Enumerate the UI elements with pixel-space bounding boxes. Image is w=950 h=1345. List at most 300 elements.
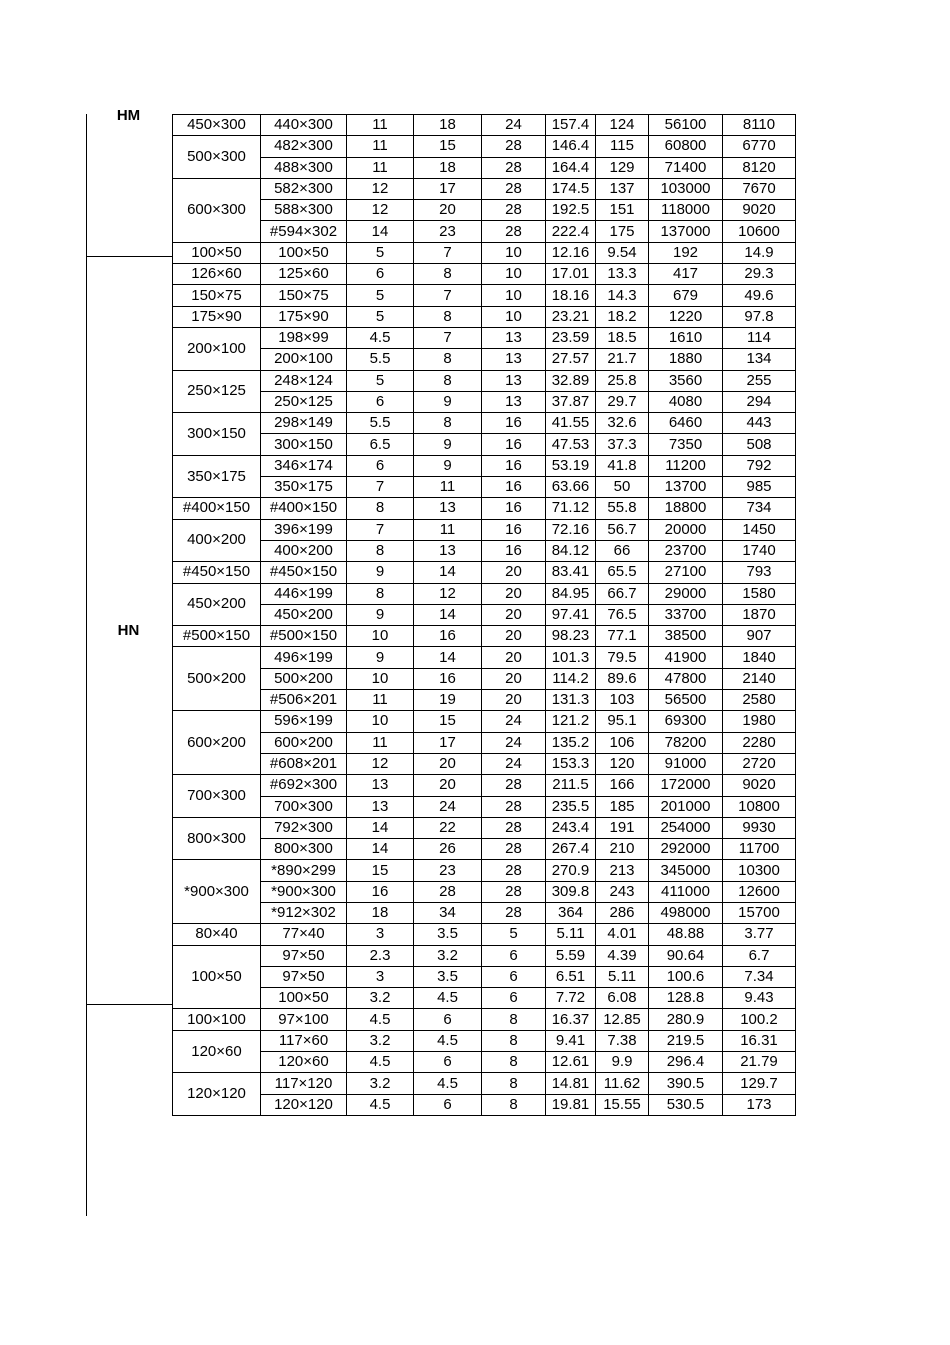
table-cell: 124: [596, 115, 649, 136]
table-cell: 20: [482, 583, 546, 604]
table-cell: 1840: [723, 647, 796, 668]
nominal-size-cell: #500×150: [173, 626, 261, 647]
table-cell: 3.2: [347, 988, 414, 1009]
table-cell: 13700: [649, 477, 723, 498]
nominal-size-cell: 100×50: [173, 945, 261, 1009]
table-cell: 125×60: [261, 264, 347, 285]
table-cell: 23700: [649, 540, 723, 561]
nominal-size-cell: 250×125: [173, 370, 261, 413]
nominal-size-cell: 175×90: [173, 306, 261, 327]
table-cell: 411000: [649, 881, 723, 902]
table-cell: 16: [482, 477, 546, 498]
table-cell: *890×299: [261, 860, 347, 881]
table-row: [173, 242, 796, 263]
table-cell: 114.2: [546, 668, 596, 689]
table-cell: *912×302: [261, 902, 347, 923]
table-cell: 7: [414, 327, 482, 348]
table-cell: 5: [347, 370, 414, 391]
table-cell: 3560: [649, 370, 723, 391]
table-cell: 11200: [649, 455, 723, 476]
table-cell: 41.55: [546, 413, 596, 434]
section-label-hm: HM: [116, 107, 141, 124]
table-cell: 5.5: [347, 349, 414, 370]
table-cell: 15: [414, 136, 482, 157]
table-cell: 14.81: [546, 1073, 596, 1094]
table-row: [173, 285, 796, 306]
table-cell: 4.01: [596, 924, 649, 945]
table-cell: 153.3: [546, 753, 596, 774]
table-row: [173, 945, 796, 966]
table-cell: 129: [596, 157, 649, 178]
nominal-size-cell: 800×300: [173, 817, 261, 860]
table-cell: 24: [482, 732, 546, 753]
table-cell: 115: [596, 136, 649, 157]
table-cell: 12: [414, 583, 482, 604]
table-cell: 496×199: [261, 647, 347, 668]
nominal-size-cell: 700×300: [173, 775, 261, 818]
table-cell: 72.16: [546, 519, 596, 540]
table-cell: 201000: [649, 796, 723, 817]
table-cell: 8: [414, 264, 482, 285]
table-cell: 8: [482, 1094, 546, 1115]
table-cell: 800×300: [261, 839, 347, 860]
table-cell: 17.01: [546, 264, 596, 285]
table-cell: 9: [347, 562, 414, 583]
table-cell: 985: [723, 477, 796, 498]
table-cell: 2580: [723, 690, 796, 711]
table-cell: 28: [482, 860, 546, 881]
table-cell: 292000: [649, 839, 723, 860]
nominal-size-cell: 300×150: [173, 413, 261, 456]
table-cell: 11: [347, 115, 414, 136]
table-cell: 13: [347, 796, 414, 817]
table-cell: 71.12: [546, 498, 596, 519]
table-cell: 11: [347, 157, 414, 178]
nominal-size-cell: 500×200: [173, 647, 261, 711]
table-cell: 37.3: [596, 434, 649, 455]
table-cell: 213: [596, 860, 649, 881]
table-cell: 18: [414, 157, 482, 178]
table-cell: 24: [482, 115, 546, 136]
table-cell: 114: [723, 327, 796, 348]
table-row: [173, 796, 796, 817]
table-cell: 21.7: [596, 349, 649, 370]
table-cell: 18: [414, 115, 482, 136]
table-cell: 9.9: [596, 1052, 649, 1073]
hm-hn-divider: [86, 256, 172, 257]
table-cell: 16: [414, 626, 482, 647]
table-cell: #692×300: [261, 775, 347, 796]
table-cell: 390.5: [649, 1073, 723, 1094]
table-cell: 8: [347, 583, 414, 604]
table-cell: 16: [347, 881, 414, 902]
table-cell: 5: [347, 306, 414, 327]
table-cell: 18800: [649, 498, 723, 519]
table-cell: 28: [482, 200, 546, 221]
table-cell: 8: [414, 349, 482, 370]
table-cell: 38500: [649, 626, 723, 647]
table-cell: 9: [347, 604, 414, 625]
nominal-size-cell: 600×300: [173, 178, 261, 242]
table-cell: 10300: [723, 860, 796, 881]
table-row: [173, 1094, 796, 1115]
table-cell: 21.79: [723, 1052, 796, 1073]
table-cell: 11: [414, 477, 482, 498]
table-row: [173, 988, 796, 1009]
table-cell: 8: [347, 540, 414, 561]
table-cell: 6: [414, 1094, 482, 1115]
table-cell: 3.2: [347, 1073, 414, 1094]
table-cell: 29.3: [723, 264, 796, 285]
table-cell: 66: [596, 540, 649, 561]
nominal-size-cell: #400×150: [173, 498, 261, 519]
table-cell: 106: [596, 732, 649, 753]
nominal-size-cell: 126×60: [173, 264, 261, 285]
table-cell: 13: [414, 498, 482, 519]
table-cell: 97×50: [261, 945, 347, 966]
table-row: [173, 370, 796, 391]
table-cell: 440×300: [261, 115, 347, 136]
table-cell: 19: [414, 690, 482, 711]
table-cell: 28: [482, 775, 546, 796]
table-cell: 121.2: [546, 711, 596, 732]
table-cell: 28: [482, 839, 546, 860]
nominal-size-cell: 80×40: [173, 924, 261, 945]
table-cell: 5.11: [596, 966, 649, 987]
table-cell: 12: [347, 178, 414, 199]
table-cell: 91000: [649, 753, 723, 774]
table-cell: 103: [596, 690, 649, 711]
table-cell: 28: [482, 796, 546, 817]
table-cell: 172000: [649, 775, 723, 796]
table-cell: 117×120: [261, 1073, 347, 1094]
table-cell: 84.95: [546, 583, 596, 604]
table-cell: 7670: [723, 178, 796, 199]
table-cell: 20000: [649, 519, 723, 540]
table-cell: 12: [347, 753, 414, 774]
table-cell: 22: [414, 817, 482, 838]
table-cell: 10: [482, 306, 546, 327]
table-cell: 60800: [649, 136, 723, 157]
table-cell: #506×201: [261, 690, 347, 711]
table-cell: 364: [546, 902, 596, 923]
table-row: [173, 349, 796, 370]
table-cell: 28: [482, 221, 546, 242]
section-label-hn: HN: [117, 622, 140, 639]
table-cell: 9020: [723, 200, 796, 221]
nominal-size-cell: 120×60: [173, 1030, 261, 1073]
table-cell: 9.43: [723, 988, 796, 1009]
table-cell: 16: [482, 413, 546, 434]
table-cell: 34: [414, 902, 482, 923]
table-cell: 90.64: [649, 945, 723, 966]
table-cell: 9: [414, 455, 482, 476]
table-cell: 20: [482, 668, 546, 689]
table-cell: 29000: [649, 583, 723, 604]
table-cell: 14: [347, 221, 414, 242]
table-cell: 28: [482, 902, 546, 923]
table-cell: 3: [347, 966, 414, 987]
table-row: [173, 221, 796, 242]
table-cell: 50: [596, 477, 649, 498]
table-cell: 219.5: [649, 1030, 723, 1051]
table-cell: 250×125: [261, 391, 347, 412]
table-cell: 8120: [723, 157, 796, 178]
table-cell: 15: [347, 860, 414, 881]
nominal-size-cell: 120×120: [173, 1073, 261, 1116]
table-cell: 1580: [723, 583, 796, 604]
table-cell: 9: [414, 434, 482, 455]
table-cell: 18.5: [596, 327, 649, 348]
table-cell: 396×199: [261, 519, 347, 540]
table-cell: 482×300: [261, 136, 347, 157]
table-row: [173, 626, 796, 647]
table-cell: 56100: [649, 115, 723, 136]
table-row: [173, 178, 796, 199]
table-cell: 191: [596, 817, 649, 838]
table-cell: 53.19: [546, 455, 596, 476]
table-cell: 6460: [649, 413, 723, 434]
table-cell: 7: [414, 285, 482, 306]
table-cell: 5.11: [546, 924, 596, 945]
table-row: [173, 583, 796, 604]
table-cell: 103000: [649, 178, 723, 199]
table-cell: 11: [347, 136, 414, 157]
table-row: [173, 604, 796, 625]
table-cell: 97×100: [261, 1009, 347, 1030]
table-cell: 23: [414, 221, 482, 242]
table-cell: 101.3: [546, 647, 596, 668]
table-row: [173, 860, 796, 881]
table-cell: 15700: [723, 902, 796, 923]
table-cell: 25.8: [596, 370, 649, 391]
table-cell: 15: [414, 711, 482, 732]
table-cell: 16.37: [546, 1009, 596, 1030]
table-cell: 235.5: [546, 796, 596, 817]
table-cell: 446×199: [261, 583, 347, 604]
table-cell: 7: [347, 519, 414, 540]
table-cell: 4.5: [347, 1009, 414, 1030]
table-cell: 20: [482, 562, 546, 583]
table-cell: 270.9: [546, 860, 596, 881]
table-cell: 792×300: [261, 817, 347, 838]
table-cell: 65.5: [596, 562, 649, 583]
table-cell: 11.62: [596, 1073, 649, 1094]
table-cell: 210: [596, 839, 649, 860]
table-cell: 28: [482, 157, 546, 178]
table-cell: 7.34: [723, 966, 796, 987]
table-row: [173, 690, 796, 711]
table-row: [173, 264, 796, 285]
table-cell: 175: [596, 221, 649, 242]
table-row: [173, 753, 796, 774]
table-cell: 3.5: [414, 924, 482, 945]
table-cell: 28: [482, 178, 546, 199]
table-cell: 907: [723, 626, 796, 647]
table-cell: 20: [414, 200, 482, 221]
table-cell: 192: [649, 242, 723, 263]
table-cell: 734: [723, 498, 796, 519]
table-cell: 16: [482, 455, 546, 476]
table-cell: 350×175: [261, 477, 347, 498]
table-cell: 23: [414, 860, 482, 881]
table-row: [173, 1030, 796, 1051]
table-row: [173, 711, 796, 732]
table-row: [173, 455, 796, 476]
table-row: [173, 519, 796, 540]
table-row: [173, 136, 796, 157]
table-cell: 588×300: [261, 200, 347, 221]
table-cell: 13: [482, 370, 546, 391]
table-cell: 14: [414, 604, 482, 625]
table-cell: 32.89: [546, 370, 596, 391]
table-cell: 443: [723, 413, 796, 434]
table-cell: 255: [723, 370, 796, 391]
table-cell: 450×200: [261, 604, 347, 625]
table-cell: 146.4: [546, 136, 596, 157]
table-cell: 41.8: [596, 455, 649, 476]
table-row: [173, 668, 796, 689]
table-cell: 24: [482, 711, 546, 732]
table-cell: 1220: [649, 306, 723, 327]
table-cell: 10: [347, 668, 414, 689]
table-cell: 582×300: [261, 178, 347, 199]
table-cell: 13: [482, 349, 546, 370]
table-cell: 596×199: [261, 711, 347, 732]
table-cell: 4.5: [347, 1052, 414, 1073]
table-cell: 47.53: [546, 434, 596, 455]
table-cell: 55.8: [596, 498, 649, 519]
table-cell: 14: [414, 562, 482, 583]
table-cell: 28: [482, 881, 546, 902]
table-cell: 3.2: [347, 1030, 414, 1051]
table-cell: 49.6: [723, 285, 796, 306]
table-cell: 26: [414, 839, 482, 860]
table-cell: 128.8: [649, 988, 723, 1009]
table-cell: 56500: [649, 690, 723, 711]
table-cell: 8: [482, 1073, 546, 1094]
table-cell: 120×60: [261, 1052, 347, 1073]
table-cell: 12: [347, 200, 414, 221]
table-row: [173, 817, 796, 838]
nominal-size-cell: 150×75: [173, 285, 261, 306]
table-cell: 27100: [649, 562, 723, 583]
table-cell: 135.2: [546, 732, 596, 753]
table-cell: 20: [482, 647, 546, 668]
table-cell: 185: [596, 796, 649, 817]
table-cell: 1450: [723, 519, 796, 540]
table-cell: 12.61: [546, 1052, 596, 1073]
hn-next-divider: [86, 1004, 172, 1005]
table-cell: 78200: [649, 732, 723, 753]
table-cell: 47800: [649, 668, 723, 689]
table-cell: 100.2: [723, 1009, 796, 1030]
table-row: [173, 200, 796, 221]
table-cell: 32.6: [596, 413, 649, 434]
nominal-size-cell: #450×150: [173, 562, 261, 583]
table-cell: 120: [596, 753, 649, 774]
table-cell: 76.5: [596, 604, 649, 625]
table-row: [173, 1009, 796, 1030]
table-cell: 14.9: [723, 242, 796, 263]
table-cell: 1610: [649, 327, 723, 348]
table-cell: 173: [723, 1094, 796, 1115]
table-cell: 8: [482, 1052, 546, 1073]
table-cell: 10: [347, 711, 414, 732]
table-cell: 248×124: [261, 370, 347, 391]
table-cell: 164.4: [546, 157, 596, 178]
table-cell: 151: [596, 200, 649, 221]
table-cell: 13: [482, 391, 546, 412]
table-cell: 1880: [649, 349, 723, 370]
nominal-size-cell: 450×200: [173, 583, 261, 626]
table-cell: 118000: [649, 200, 723, 221]
table-cell: 20: [414, 775, 482, 796]
table-cell: 6: [414, 1052, 482, 1073]
table-cell: 20: [414, 753, 482, 774]
table-cell: 792: [723, 455, 796, 476]
table-cell: 8: [414, 306, 482, 327]
steel-spec-table: [172, 114, 796, 1116]
table-cell: 198×99: [261, 327, 347, 348]
table-cell: 41900: [649, 647, 723, 668]
table-row: [173, 902, 796, 923]
table-cell: 137000: [649, 221, 723, 242]
table-cell: 11: [347, 690, 414, 711]
table-cell: 24: [482, 753, 546, 774]
table-cell: 243: [596, 881, 649, 902]
table-cell: 12.16: [546, 242, 596, 263]
table-cell: 5.5: [347, 413, 414, 434]
table-cell: 13: [347, 775, 414, 796]
table-cell: 9: [347, 647, 414, 668]
table-cell: 5: [347, 242, 414, 263]
table-cell: #500×150: [261, 626, 347, 647]
table-cell: 4.5: [347, 327, 414, 348]
table-row: [173, 540, 796, 561]
table-cell: 77×40: [261, 924, 347, 945]
table-row: [173, 306, 796, 327]
table-cell: 296.4: [649, 1052, 723, 1073]
table-cell: 29.7: [596, 391, 649, 412]
table-cell: 175×90: [261, 306, 347, 327]
table-cell: 174.5: [546, 178, 596, 199]
table-cell: 6.08: [596, 988, 649, 1009]
table-cell: 20: [482, 604, 546, 625]
table-cell: 3: [347, 924, 414, 945]
nominal-size-cell: 400×200: [173, 519, 261, 562]
table-cell: #450×150: [261, 562, 347, 583]
table-cell: 3.5: [414, 966, 482, 987]
table-cell: 488×300: [261, 157, 347, 178]
table-cell: 23.21: [546, 306, 596, 327]
table-cell: 100×50: [261, 988, 347, 1009]
table-cell: 63.66: [546, 477, 596, 498]
table-cell: 20: [482, 626, 546, 647]
table-cell: 79.5: [596, 647, 649, 668]
table-cell: 345000: [649, 860, 723, 881]
table-cell: 97.8: [723, 306, 796, 327]
table-cell: 13: [414, 540, 482, 561]
table-cell: 5: [482, 924, 546, 945]
table-cell: 9.41: [546, 1030, 596, 1051]
table-cell: 18: [347, 902, 414, 923]
table-cell: 166: [596, 775, 649, 796]
table-cell: 500×200: [261, 668, 347, 689]
table-cell: 4.5: [414, 1030, 482, 1051]
table-cell: 10: [482, 285, 546, 306]
table-cell: 137: [596, 178, 649, 199]
